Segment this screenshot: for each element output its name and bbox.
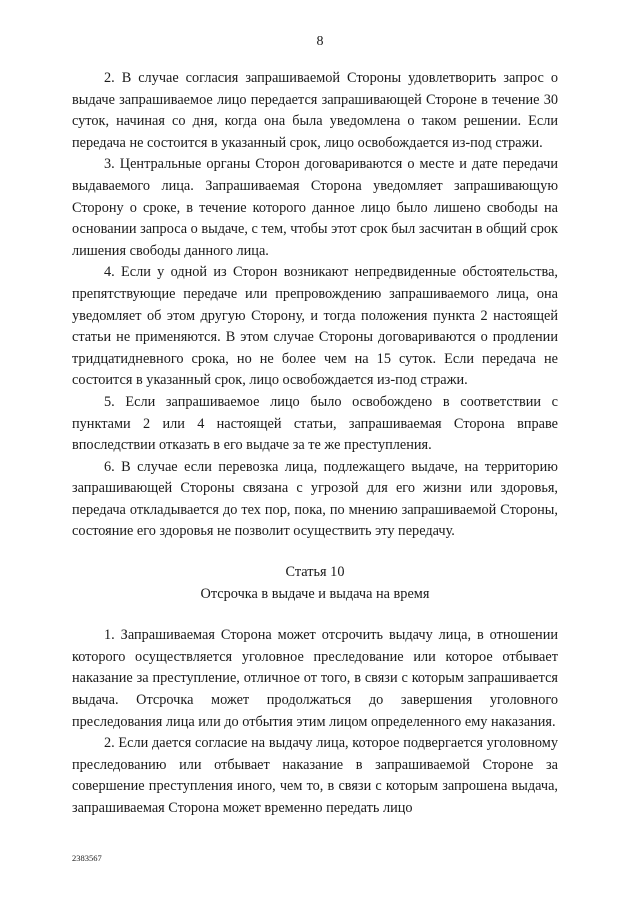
document-body	[72, 68, 558, 820]
paragraph: 2. Если дается согласие на выдачу лица, которое подвергается уголовному преследованию или отбывает наказание в запрашиваемой Стороне за совершение преступления иного, чем то, в связи с которым запрошена выдача, запрашиваемая Сторона может временно передать лицо	[72, 735, 558, 816]
paragraph: 4. Если у одной из Сторон возникают непредвиденные обстоятельства, препятствующие передаче или препровождению запрашиваемого лица, она уведомляет об этом другую Сторону, и тогда положения пункта 2 настоящей статьи не применяются. В этом случае Стороны договариваются о продлении тридцатидневного срока, но не более чем на 15 суток. Если передача не состоится в указанный срок, лицо освобождается из-под стражи.	[72, 264, 558, 389]
paragraph: 5. Если запрашиваемое лицо было освобождено в соответствии с пунктами 2 или 4 настоящей статьи, запрашиваемая Сторона вправе впоследствии отказать в его выдаче за те же преступления.	[72, 393, 558, 454]
article-title: Статья 10	[285, 564, 345, 581]
page-number: 8	[316, 34, 324, 49]
paragraph: 1. Запрашиваемая Сторона может отсрочить выдачу лица, в отношении которого осуществляется уголовное преследование или которое отбывает наказание за преступление, отличное от того, в связи с которым запрашивается выдача. Отсрочка может продолжаться до завершения уголовного преследования лица или до отбытия этим лицом определенного ему наказания.	[72, 627, 558, 730]
document-code: 2383567	[72, 853, 102, 863]
paragraph: 3. Центральные органы Сторон договариваются о месте и дате передачи выдаваемого лица. Запрашиваемая Сторона уведомляет запрашивающую Сторону о сроке, в течение которого данное лицо было лишено свободы на основании запроса о выдаче, с тем, чтобы этот срок был засчитан в общий срок лишения свободы данного лица.	[72, 156, 558, 259]
article-subtitle: Отсрочка в выдаче и выдача на время	[200, 585, 430, 602]
paragraph: 2. В случае согласия запрашиваемой Стороны удовлетворить запрос о выдаче запрашиваемое лицо передается запрашивающей Стороне в течение 30 суток, начиная со дня, когда она была уведомлена о таком решении. Если передача не состоится в указанный срок, лицо освобождается из-под стражи.	[72, 70, 558, 151]
paragraph: 6. В случае если перевозка лица, подлежащего выдаче, на территорию запрашивающей Стороны связана с угрозой для его жизни или здоровья, передача откладывается до тех пор, пока, по мнению запрашиваемой Стороны, состояние его здоровья не позволит осуществить эту передачу.	[72, 458, 558, 540]
